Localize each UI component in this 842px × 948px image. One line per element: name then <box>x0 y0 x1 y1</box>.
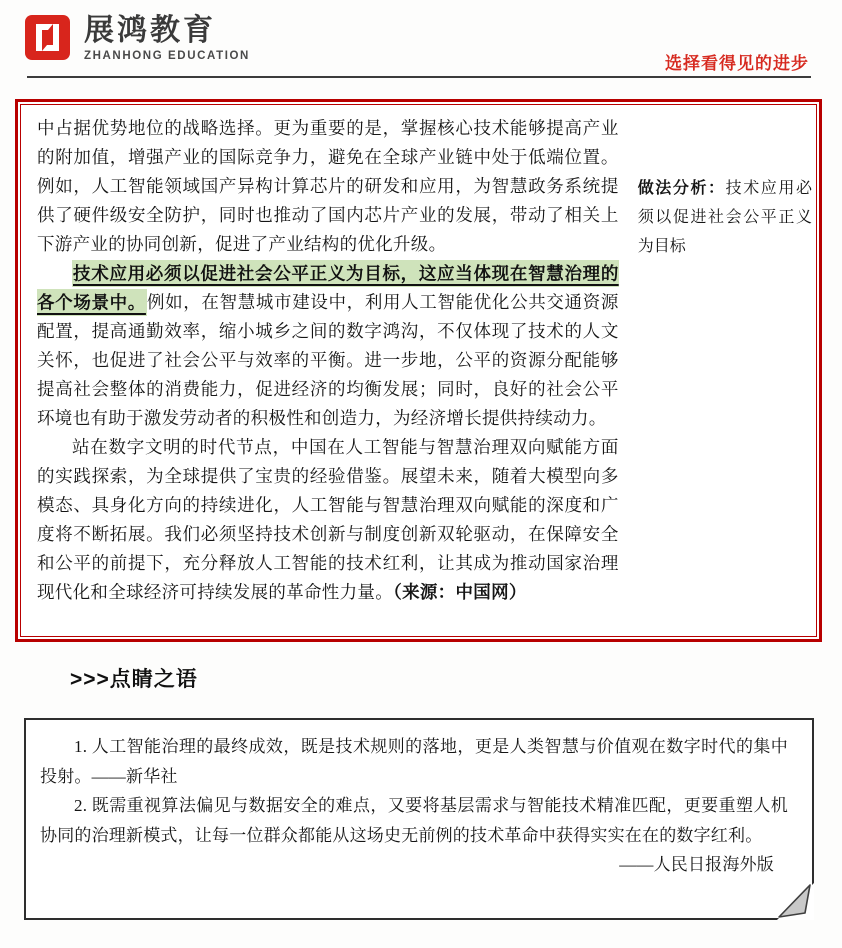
logo-text <box>84 15 250 62</box>
margin-note <box>638 114 812 607</box>
logo <box>25 15 250 62</box>
article-body <box>37 114 619 607</box>
paragraph-3 <box>37 433 619 607</box>
tip-item-1: 1. 人工智能治理的最终成效，既是技术规则的落地，更是人类智慧与价值观在数字时代的集中投射。——新华社 <box>40 737 788 786</box>
paragraph-3-text: 站在数字文明的时代节点，中国在人工智能与智慧治理双向赋能方面的实践探索，为全球提供了宝贵的经验借鉴。展望未来，随着大模型向多模态、具身化方向的持续进化，人工智能与智慧治理双向赋能的深度和广度将不断拓展。我们必须坚持技术创新与制度创新双轮驱动，在保障安全和公平的前提下，充分释放人工智能的技术红利，让其成为推动国家治理现代化和全球 <box>37 437 619 602</box>
tip-item-2: 2. 既需重视算法偏见与数据安全的难点，又要将基层需求与智能技术精准匹配，更要重塑人机协同的治理新模式，让每一位群众都能从这场史无前例的技术革命中获得实实在在的数字红利。 <box>40 796 788 845</box>
logo-title: 展鸿教育 <box>84 14 216 47</box>
page-fold-corner-icon <box>776 882 814 920</box>
paragraph-2 <box>37 259 619 433</box>
header-divider <box>27 76 811 78</box>
tip-item-2-source: ——人民日报海外版 <box>619 855 774 874</box>
source-attribution: （来源：中国网） <box>393 582 527 602</box>
paragraph-2-text: 例如，在智慧城市建设中，利用人工智能优化公共交通资源配置，提高通勤效率，缩小城乡之间的数字鸿沟，不仅体现了技术的人文关怀，也促进了社会公平与效率的平衡。进一步地，公平的资源分配能够提高社会整体的消费能力，促进经济的均衡发展；同时，良好的社会公平环境也有助于激发劳动者的积极性和创造力，为经济增长提供持续动力。 <box>37 292 619 428</box>
paragraph-3-tail: 经济可持续发展的革命性力量。 <box>143 582 394 602</box>
article-frame-inner <box>20 104 817 637</box>
margin-note-label: 做法分析： <box>637 180 726 197</box>
margin-note-text: 技术应用必须以促进社会公平正义为目标 <box>637 180 812 255</box>
header-tagline: 选择看得见的进步 <box>665 54 809 73</box>
paragraph-1 <box>37 114 619 259</box>
tips-note-box <box>24 718 814 920</box>
article-row <box>21 105 816 607</box>
paragraph-1-text: 中占据优势地位的战略选择。更为重要的是，掌握核心技术能够提高产业的附加值，增强产业的国际竞争力，避免在全球产业链中处于低端位置。例如，人工智能领域国产异构计算芯片的研发和应用，为智慧政务系统提供了硬件级安全防护，同时也推动了国内芯片产业的发展，带动了相关上下游产业的协同创新，促进了产业结构的优化升级。 <box>37 118 619 254</box>
article-frame <box>15 99 822 642</box>
tips-section-heading: >>>点睛之语 <box>70 668 198 691</box>
page-header <box>0 0 842 80</box>
logo-icon <box>25 15 70 60</box>
highlighted-key-sentence: 技术应用必须以促进社会公平正义为目标，这应当体现在智慧治理的各个场景中。 <box>37 260 619 316</box>
tips-content <box>26 720 812 880</box>
logo-subtitle: ZHANHONG EDUCATION <box>84 50 250 62</box>
